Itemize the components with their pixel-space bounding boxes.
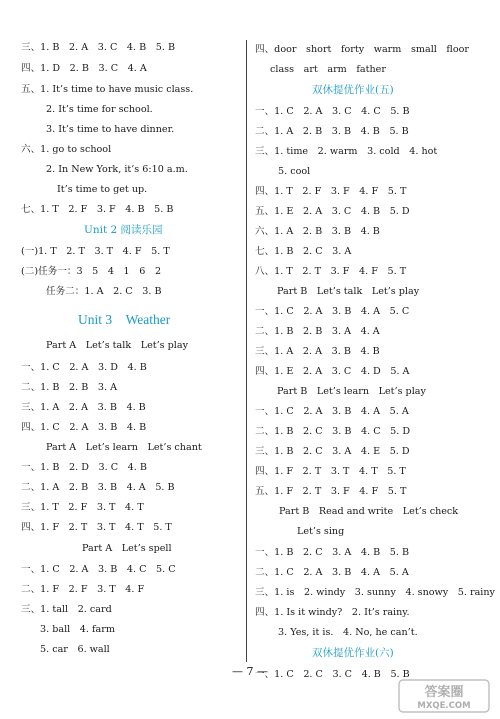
section-heading: Part B Read and write Let’s check: [279, 506, 459, 517]
section-heading: Part A Let’s talk Let’s play: [46, 340, 189, 351]
answer-line: 三、1. time 2. warm 3. cold 4. hot: [255, 146, 438, 157]
answer-line: 一、1. C 2. A 3. B 4. C 5. C: [21, 564, 176, 575]
answer-line: 四、1. Is it windy? 2. It’s rainy.: [255, 607, 410, 618]
answer-line: (二)任务一：3 5 4 1 6 2: [21, 266, 162, 277]
answer-line: 三、1. is 2. windy 3. sunny 4. snowy 5. rainy: [255, 587, 495, 598]
answer-line: 二、1. B 2. B 3. A: [21, 382, 118, 393]
answer-line: 一、1. C 2. C 3. C 4. B 5. B: [255, 669, 410, 680]
answer-line: 四、1. F 2. T 3. T 4. T 5. T: [21, 522, 172, 533]
svg-text:答案圈: 答案圈: [424, 685, 464, 700]
answer-line: 二、1. B 2. C 3. B 4. C 5. D: [255, 426, 411, 437]
answer-line: 任务二：1. A 2. C 3. B: [46, 286, 162, 297]
answer-line: 一、1. C 2. A 3. C 4. C 5. B: [255, 106, 410, 117]
answer-line: class art arm father: [270, 64, 386, 75]
answer-line: 七、1. B 2. C 3. A: [255, 246, 352, 257]
answer-line: 三、1. A 2. A 3. B 4. B: [21, 402, 146, 413]
answer-line: It’s time to get up.: [57, 184, 148, 195]
answer-line: 三、1. A 2. A 3. B 4. B: [255, 346, 380, 357]
answer-line: (一)1. T 2. T 3. T 4. F 5. T: [21, 246, 170, 257]
section-heading: Part A Let’s learn Let’s chant: [46, 442, 202, 453]
answer-line: 五、1. It’s time to have music class.: [21, 84, 194, 95]
answer-line: 一、1. C 2. A 3. D 4. B: [21, 362, 147, 373]
answer-line: 三、1. B 2. A 3. C 4. B 5. B: [21, 42, 175, 53]
weekend-homework-heading: 双休提优作业(六): [312, 647, 394, 659]
answer-line: 二、1. F 2. F 3. T 4. F: [21, 584, 145, 595]
answer-line: 2. It’s time for school.: [46, 104, 153, 115]
answer-line: 3. It’s time to have dinner.: [46, 124, 175, 135]
answer-line: 二、1. B 2. B 3. A 4. A: [255, 326, 380, 337]
answer-line: 一、1. C 2. A 3. B 4. A 5. C: [255, 306, 410, 317]
page-number: — 7 —: [232, 665, 268, 678]
answer-line: 三、1. T 2. F 3. T 4. T: [21, 502, 144, 513]
reading-heading: Unit 2 阅读乐园: [84, 224, 163, 236]
answer-line: 三、1. B 2. C 3. A 4. E 5. D: [255, 446, 410, 457]
answer-line: 四、1. C 2. A 3. B 4. B: [21, 422, 147, 433]
answer-line: 四、1. F 2. T 3. T 4. T 5. T: [255, 466, 406, 477]
answer-line: 四、1. D 2. B 3. C 4. A: [21, 63, 147, 74]
column-divider: [246, 40, 247, 662]
svg-text:MXQE.COM: MXQE.COM: [417, 701, 471, 711]
answer-line: 二、1. A 2. B 3. B 4. A 5. B: [21, 482, 175, 493]
answer-line: 3. Yes, it is. 4. No, he can’t.: [278, 627, 418, 638]
answer-line: 五、1. E 2. A 3. C 4. B 5. D: [255, 206, 410, 217]
answer-line: 四、1. T 2. F 3. F 4. F 5. T: [255, 186, 407, 197]
answer-line: 五、1. F 2. T 3. F 4. F 5. T: [255, 486, 407, 497]
answer-line: 3. ball 4. farm: [40, 624, 115, 635]
answer-line: 一、1. B 2. D 3. C 4. B: [21, 462, 147, 473]
answer-line: 八、1. T 2. T 3. F 4. F 5. T: [255, 266, 407, 277]
answer-line: 四、1. E 2. A 3. C 4. D 5. A: [255, 366, 410, 377]
answer-line: 2. In New York, it’s 6:10 a.m.: [46, 164, 188, 175]
answer-line: 5. car 6. wall: [40, 644, 110, 655]
section-heading: Part B Let’s learn Let’s play: [277, 386, 426, 397]
section-heading: Part B Let’s talk Let’s play: [277, 286, 420, 297]
answer-line: 四、door short forty warm small floor: [255, 44, 469, 55]
answer-line: 5. cool: [278, 166, 311, 177]
answer-line: 六、1. go to school: [21, 144, 112, 155]
site-watermark-logo: [398, 679, 490, 713]
answer-line: 七、1. T 2. F 3. F 4. B 5. B: [21, 204, 174, 215]
answer-line: 六、1. A 2. B 3. B 4. B: [255, 226, 380, 237]
answer-line: 一、1. B 2. C 3. A 4. B 5. B: [255, 547, 409, 558]
answer-line: 一、1. C 2. A 3. B 4. A 5. A: [255, 406, 409, 417]
unit-title: Unit 3 Weather: [78, 312, 171, 327]
section-heading: Let’s sing: [297, 526, 345, 537]
answer-line: 二、1. A 2. B 3. B 4. B 5. B: [255, 126, 409, 137]
answer-line: 二、1. C 2. A 3. B 4. A 5. A: [255, 567, 409, 578]
weekend-homework-heading: 双休提优作业(五): [312, 84, 394, 96]
answer-line: 三、1. tall 2. card: [21, 604, 112, 615]
section-heading: Part A Let’s spell: [82, 543, 172, 554]
